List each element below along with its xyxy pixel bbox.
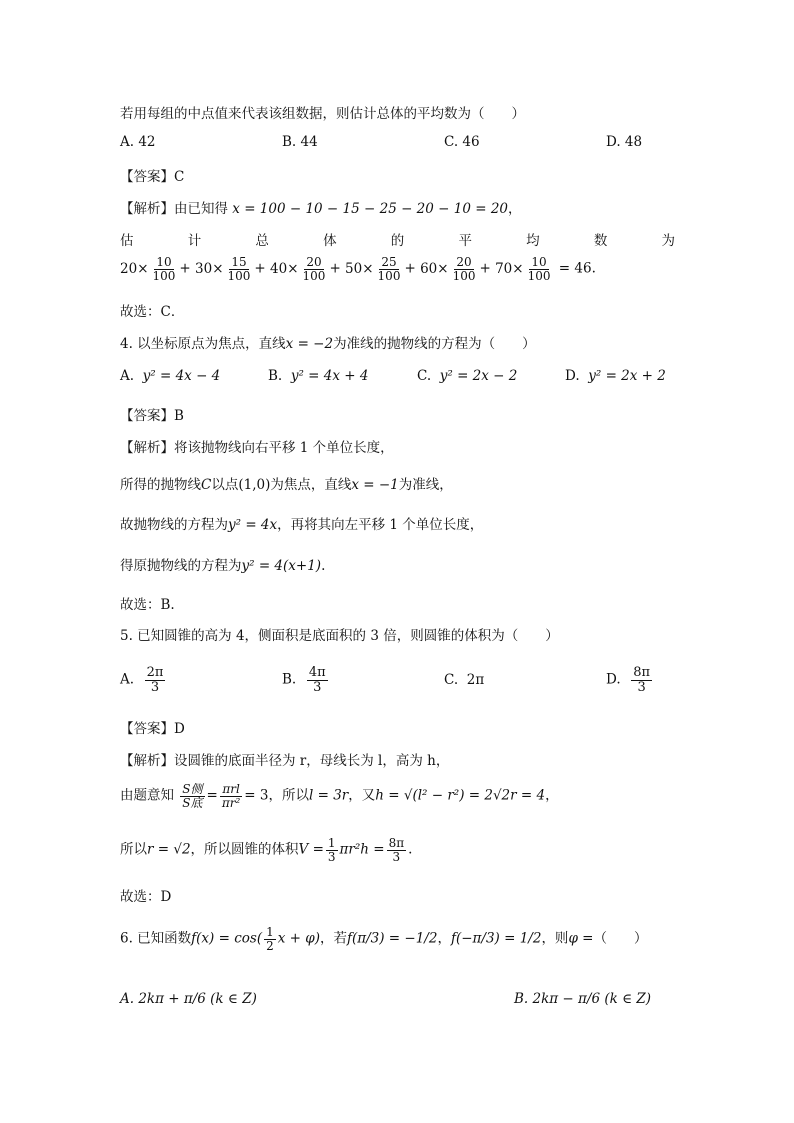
q6-options [0, 991, 794, 1011]
q3-options [0, 134, 794, 154]
term: 30× $\frac{15}{100}$ [195, 255, 251, 283]
q5-options [0, 660, 794, 696]
q4-option-d: D. y² = 2x + 2 [565, 368, 666, 384]
result: = 46 [558, 260, 592, 277]
term: 50× $\frac{25}{100}$ [345, 255, 401, 283]
q3-stem-tail: 若用每组的中点值来代表该组数据，则估计总体的平均数为（ ） [120, 106, 525, 122]
q5-answer: 【答案】D [120, 721, 185, 737]
q3-answer: 【答案】C [120, 169, 185, 185]
spread-char: 计 [187, 233, 202, 249]
q4-analysis-1: 【解析】将该抛物线向右平移 1 个单位长度， [120, 440, 394, 456]
q3-option-a: A. 42 [120, 134, 156, 150]
q3-analysis-line3: 20× $\frac{10}{100}$ + 30× $\frac{15}{100}$ + 40× $\frac{20}{100}$ + 50× $\frac{25}{100}$ + 60× $\frac{20}{100}$ + 70× $\frac{10}{100}$ = 46. [120, 255, 596, 283]
q4-option-a: A. y² = 4x − 4 [120, 368, 221, 384]
analysis-text: 由已知得 [174, 201, 228, 217]
q3-option-d: D. 48 [606, 134, 643, 150]
q4-stem: 4. 以坐标原点为焦点，直线x = −2为准线的抛物线的方程为（ ） [120, 336, 536, 352]
q5-option-d: D. $\frac{8\pi}{3}$ [606, 665, 651, 695]
q4-option-c: C. y² = 2x − 2 [417, 368, 518, 384]
analysis-end: ， [508, 201, 522, 217]
q4-answer: 【答案】B [120, 408, 184, 424]
q3-option-c: C. 46 [444, 134, 480, 150]
q6-option-a: A. 2kπ + π/6 (k ∈ Z) [120, 991, 257, 1007]
q5-analysis-2: 由题意知 $\frac{\text{S侧}}{\text{S底}}$ = $\frac{\text{πrl}}{\text{πr²}}$ = 3，所以l = 3r，又h = √(l² − r²) = 2√2r = 4， [120, 782, 559, 810]
term: 40× $\frac{20}{100}$ [270, 255, 326, 283]
spread-char: 均 [526, 233, 540, 249]
q5-analysis-1: 【解析】设圆锥的底面半径为 r，母线长为 l，高为 h， [120, 753, 450, 769]
spread-char: 估 [120, 233, 134, 249]
q5-stem: 5. 已知圆锥的高为 4，侧面积是底面积的 3 倍，则圆锥的体积为（ ） [120, 628, 559, 644]
q4-analysis-3: 故抛物线的方程为y² = 4x，再将其向左平移 1 个单位长度， [120, 517, 484, 533]
q4-analysis-2: 所得的抛物线C以点(1,0)为焦点，直线x = −1为准线， [120, 477, 453, 493]
analysis-math: x = 100 − 10 − 15 − 25 − 20 − 10 = 20 [232, 201, 509, 217]
q4-options [0, 368, 794, 388]
q4-option-b: B. y² = 4x + 4 [268, 368, 369, 384]
spread-char: 体 [323, 233, 337, 249]
q5-select: 故选：D [120, 889, 172, 905]
q5-option-a: A. $\frac{2\pi}{3}$ [120, 665, 164, 695]
q4-analysis-4: 得原抛物线的方程为y² = 4(x+1). [120, 558, 326, 574]
spread-char: 总 [255, 233, 269, 249]
q5-analysis-3: 所以r = √2，所以圆锥的体积V = $\frac{1}{3}$ πr²h = $\frac{8\pi}{3}$ . [120, 836, 413, 864]
q3-analysis-line1 [120, 197, 522, 217]
spread-char: 的 [390, 233, 405, 249]
term: 60× $\frac{20}{100}$ [420, 255, 476, 283]
spread-char: 平 [458, 233, 472, 249]
q4-select: 故选：B. [120, 597, 175, 613]
q5-option-c: C. 2π [444, 672, 485, 688]
q6-stem: 6. 已知函数f(x) = cos( $\frac{1}{2}$ x + φ)，若f(π/3) = −1/2，f(−π/3) = 1/2，则φ =（ ） [120, 925, 648, 953]
term: 20× $\frac{10}{100}$ [120, 255, 176, 283]
q6-option-b: B. 2kπ − π/6 (k ∈ Z) [514, 991, 652, 1007]
spread-char: 为 [661, 233, 675, 249]
q3-select: 故选：C． [120, 304, 185, 320]
q3-option-b: B. 44 [282, 134, 318, 150]
analysis-label: 【解析】 [120, 201, 174, 217]
spread-char: 数 [593, 233, 608, 249]
term: 70× $\frac{10}{100}$ [495, 255, 551, 283]
q3-analysis-line2 [120, 229, 675, 249]
q5-option-b: B. $\frac{4\pi}{3}$ [282, 665, 326, 695]
